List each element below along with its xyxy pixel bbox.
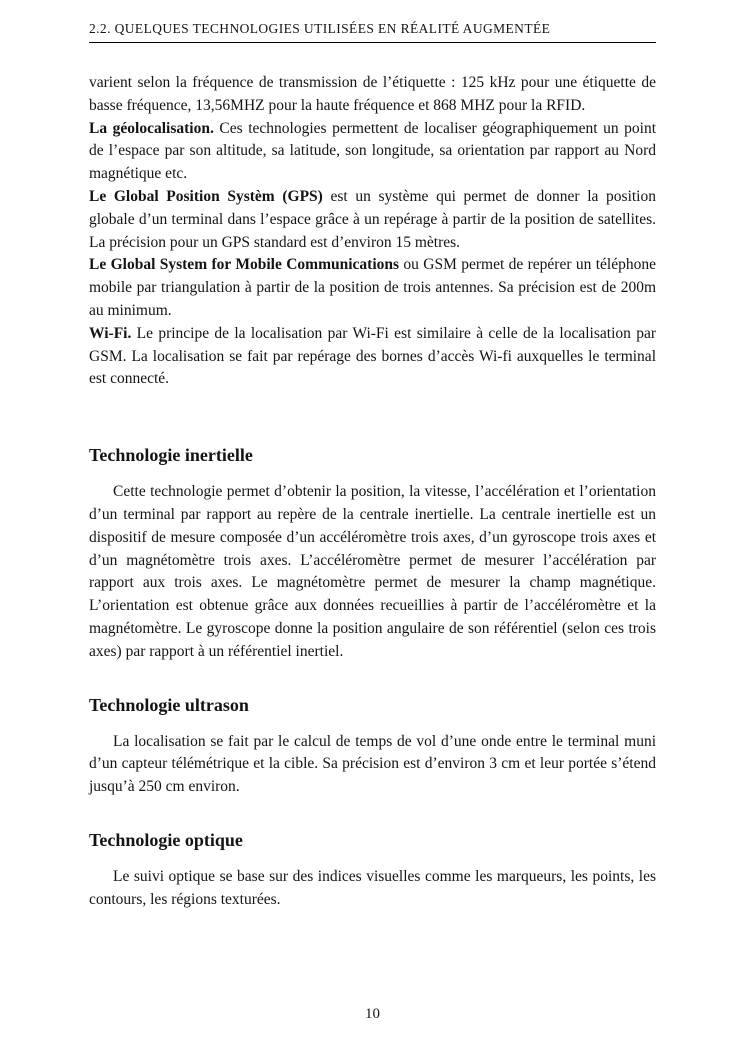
header-rule xyxy=(89,42,656,43)
section-heading: Technologie optique xyxy=(89,829,243,850)
page-content xyxy=(89,0,656,912)
text-run: Le principe de la localisation par Wi-Fi est similaire à celle de la localisation par GSM. La localisation se fait par repérage des bornes d’accès Wi-fi auxquelles le terminal est connecté. xyxy=(89,324,656,388)
bold-run: La géolocalisation. xyxy=(89,119,214,137)
paragraph xyxy=(89,731,656,799)
section-heading: Technologie inertielle xyxy=(89,445,253,466)
bold-run: Wi-Fi. xyxy=(89,324,132,342)
paragraph xyxy=(89,118,656,186)
page-number: 10 xyxy=(365,1006,380,1022)
bold-run: Le Global Position Systèm (GPS) xyxy=(89,187,323,205)
text-run: est un système qui permet de donner la position globale d’un terminal dans l’espace grâce à un repérage à partir de la position de satellites. La précision pour un GPS standard est d’environ 15 mètres. xyxy=(89,187,656,251)
vertical-space xyxy=(89,391,656,414)
paragraph xyxy=(89,72,656,118)
paragraph xyxy=(89,481,656,663)
paragraph xyxy=(89,323,656,391)
bold-run: Le Global System for Mobile Communications xyxy=(89,256,400,274)
text-run: Ces technologies permettent de localiser géographiquement un point de l’espace par son altitude, sa latitude, son longitude, sa orientation par rapport au Nord magnétique etc. xyxy=(89,119,656,183)
paragraph xyxy=(89,186,656,254)
section-heading: Technologie ultrason xyxy=(89,694,249,715)
text-run: ou GSM permet de repérer un téléphone mobile par triangulation à partir de la position de trois antennes. Sa précision est de 200m au minimum. xyxy=(89,256,656,319)
paragraph xyxy=(89,254,656,322)
text-run: Le suivi optique se base sur des indices visuelles comme les marqueurs, les points, les contours, les régions texturées. xyxy=(89,867,656,908)
page-body xyxy=(89,72,656,912)
text-run: varient selon la fréquence de transmission de l’étiquette : 125 kHz pour une étiquette de basse fréquence, 13,56MHZ pour la haute fréquence et 868 MHZ pour la RFID. xyxy=(89,74,656,114)
text-run: Cette technologie permet d’obtenir la position, la vitesse, l’accélération et l’orientation d’un terminal par rapport au repère de la centrale inertielle. La centrale inertielle est un dispositif de mesure composée d’un accéléromètre trois axes, d’un gyroscope trois axes et d’un magnétomètre trois axes. L’accéléromètre permet de mesurer l’accélération par rapport aux trois axes. Le magnétomètre permet de mesurer la champ magnétique. L’orientation est obtenue grâce aux données recueillies à partir de l’accéléromètre et la magnétomètre. Le gyroscope donne la position angulaire de son référentiel (selon ces trois axes) par rapport à un référentiel inertiel. xyxy=(89,483,656,660)
running-header: 2.2. QUELQUES TECHNOLOGIES UTILISÉES EN RÉALITÉ AUGMENTÉE xyxy=(89,21,551,36)
paragraph xyxy=(89,866,656,912)
text-run: La localisation se fait par le calcul de temps de vol d’une onde entre le terminal muni d’un capteur télémétrique et la cible. Sa précision est d’environ 3 cm et leur portée s’étend jusqu’à 250 cm environ. xyxy=(89,732,656,796)
